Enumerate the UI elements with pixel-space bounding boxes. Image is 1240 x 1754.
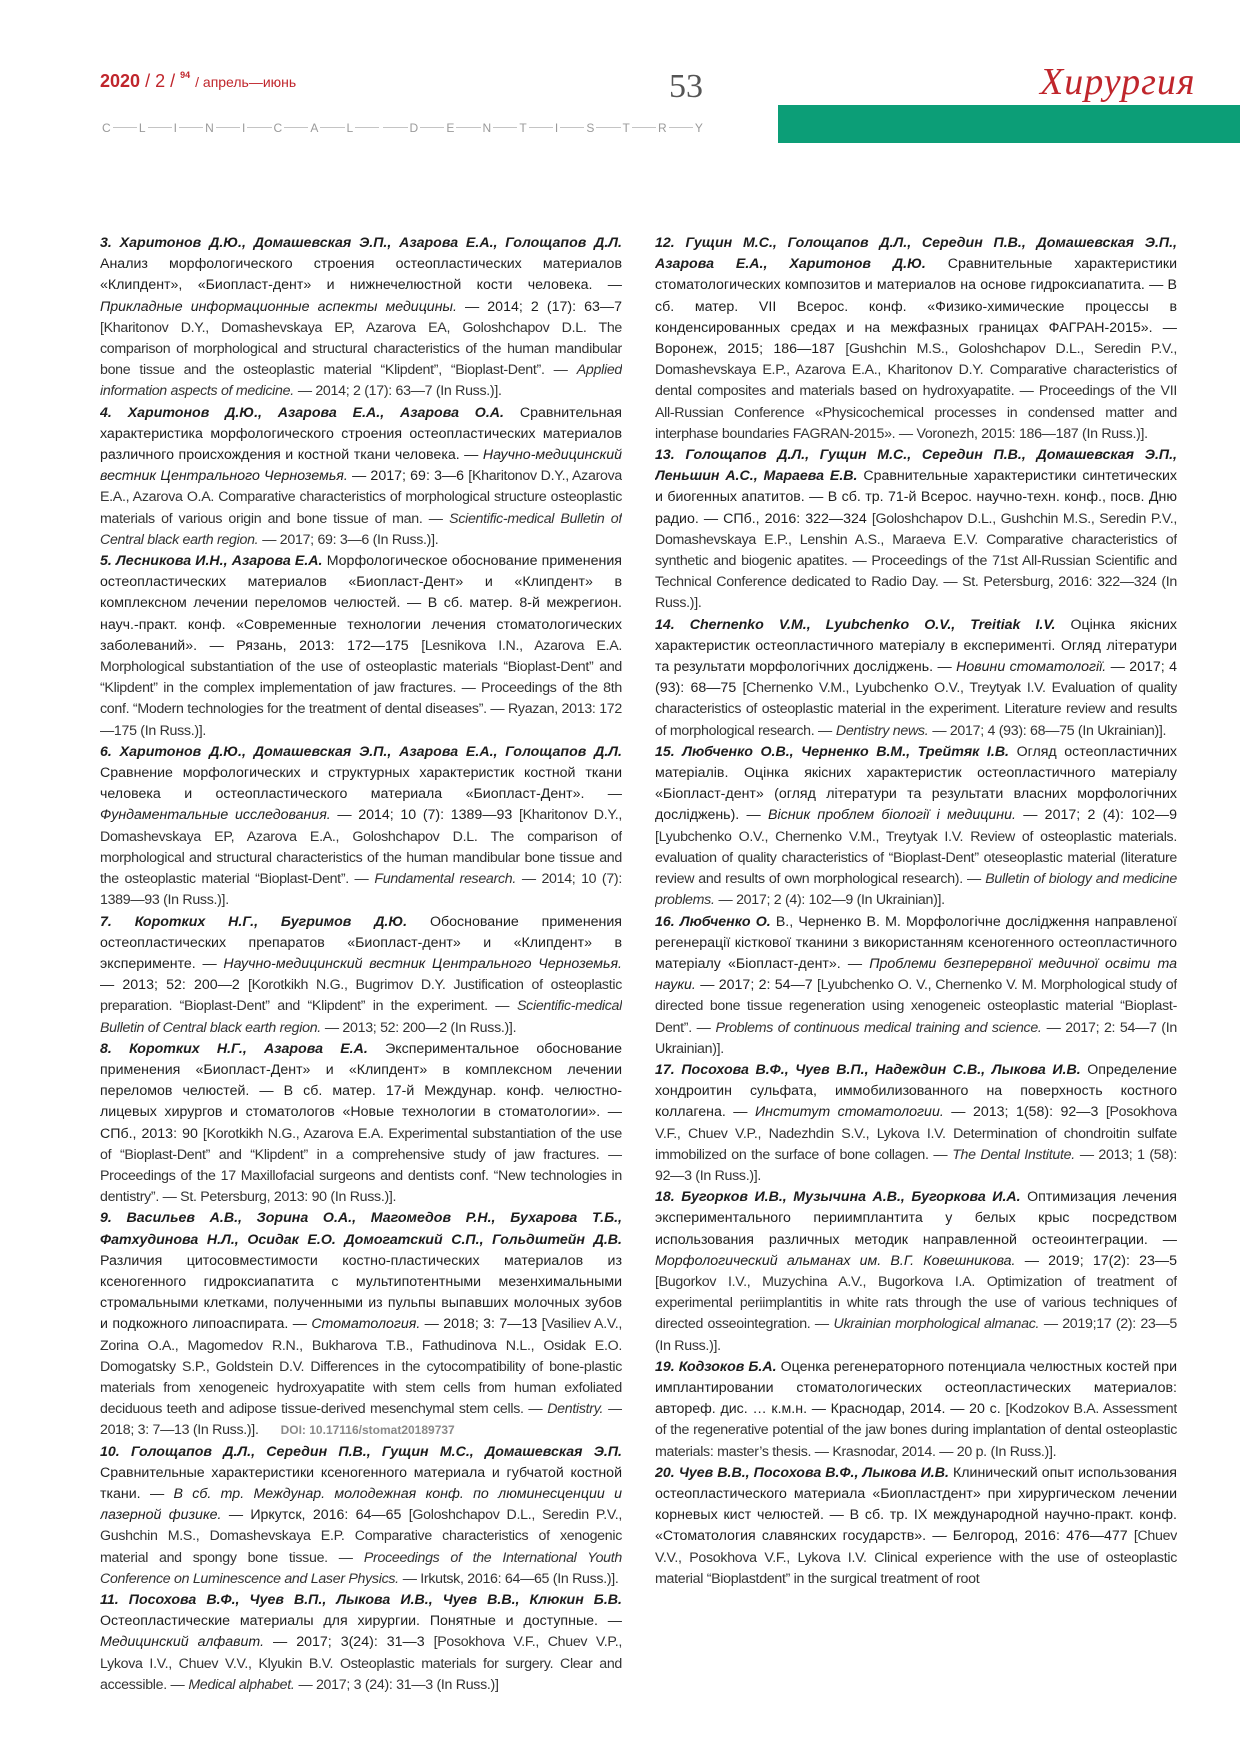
reference-source-en: Scientific-medical Bulletin of Central black earth region. xyxy=(100,510,622,548)
page-number: 53 xyxy=(669,68,703,105)
reference-details-en: — 2017; 69: 3—6 (In Russ.)]. xyxy=(262,531,439,548)
reference-source-ru: Морфологический альманах им. В.Г. Ковешникова. xyxy=(655,1252,1016,1269)
reference-details-ru: — Иркутск, 2016: 64—65 xyxy=(228,1507,402,1524)
reference-details-ru: — 2019; 17(2): 23—5 xyxy=(1024,1252,1177,1269)
reference-authors: Chernenko V.M., Lyubchenko O.V., Treitiak I.V. xyxy=(689,616,1056,633)
reference-item xyxy=(655,1060,1177,1187)
reference-text-en: [Posokhova V.F., Chuev V.P., Lykova I.V., Chuev V.V., Klyukin B.V. Osteoplastic materials for surgery. Clear and accessible. — xyxy=(100,1634,622,1693)
reference-item xyxy=(100,403,622,551)
reference-number: 4. xyxy=(100,404,112,421)
reference-item xyxy=(100,1590,622,1693)
reference-details-en: — Irkutsk, 2016: 64—65 (In Russ.)]. xyxy=(402,1570,619,1587)
reference-details-en: — 2017; 2 (4): 102—9 (In Ukrainian)]. xyxy=(718,892,945,909)
reference-text-en: [Lyubchenko O.V., Chernenko V.M., Treytyak I.V. Review of osteoplastic materials. evaluation of quality characteristics of “Bioplast-Dent” oteseoplastic material (literature review and results of own morphological research). — xyxy=(655,828,1177,888)
reference-authors: Харитонов Д.Ю., Домашевская Э.П., Азарова Е.А., Голощапов Д.Л. xyxy=(119,235,622,251)
reference-number: 14. xyxy=(655,616,675,633)
reference-authors: Коротких Н.Г., Бугримов Д.Ю. xyxy=(134,913,408,930)
journal-letter: I xyxy=(242,121,246,135)
reference-authors: Посохова В.Ф., Чуев В.П., Надеждин С.В., Лыкова И.В. xyxy=(681,1061,1081,1078)
reference-authors: Гущин М.С., Голощапов Д.Л., Середин П.В., Домашевская Э.П., Азарова Е.А., Харитонов Д.Ю. xyxy=(655,235,1177,273)
reference-source-en: Scientific-medical Bulletin of Central black earth region. xyxy=(100,998,622,1036)
reference-authors: Харитонов Д.Ю., Домашевская Э.П., Азарова Е.А., Голощапов Д.Л. xyxy=(119,743,622,760)
reference-text-en: [Gushchin M.S., Goloshchapov D.L., Seredin P.V., Domashevskaya E.P., Azarova E.A., Kharitonov D.Y. Comparative characteristics of dental composites and materials based on hydroxyapatite. — Proceedings of the VII All-Russian Conference «Physicochemical processes in condensed matter and interphase boundaries FAGRAN-2015». — Voronezh, 2015: 186—187 (In Russ.)]. xyxy=(655,341,1177,442)
reference-text-ru: Клинический опыт использования остеопластического материала «Биопластдент» при хирургическом лечении корневых кист челюстей. — В сб. тр. IX международной научно-практ. конф. «Стоматология славянских государств». — Белгород, 2016: 476—477 xyxy=(655,1464,1177,1545)
reference-authors: Васильев А.В., Зорина О.А., Магомедов Р.Н., Бухарова Т.Б., Фатхудинова Н.Л., Осидак Е.О. Домогатский С.П., Гольдштейн Д.В. xyxy=(100,1210,622,1248)
reference-source-ru: Прикладные информационные аспекты медицины. xyxy=(100,298,457,315)
journal-name xyxy=(100,121,705,135)
reference-source-en: Fundamental research. xyxy=(374,871,516,888)
reference-authors: Лесникова И.Н., Азарова Е.А. xyxy=(116,553,323,570)
reference-number: 12. xyxy=(655,235,675,251)
reference-text-ru: Различия цитосовместимости костно-пластических материалов из ксеногенного гидроксиапатита с мультипотентными мезенхимальными стромальными клетками, полученными из пульпы выпавших молочных зубов и подкожного липоаспирата. — xyxy=(100,1252,622,1333)
journal-letter: D xyxy=(409,121,419,135)
reference-details-en: — 2013; 52: 200—2 (In Russ.)]. xyxy=(324,1019,517,1036)
reference-item xyxy=(100,551,622,742)
reference-number: 6. xyxy=(100,743,112,760)
reference-source-en: Proceedings of the International Youth Conference on Luminescence and Laser Physics. xyxy=(100,1549,622,1587)
reference-source-en: Ukrainian morphological almanac. xyxy=(833,1316,1040,1333)
reference-source-en: Bulletin of biology and medicine problems. xyxy=(655,871,1177,909)
journal-letter: E xyxy=(446,121,455,135)
reference-text-en: [Korotkikh N.G., Azarova E.A. Experimental substantiation of the use of “Bioplast-Dent” and “Klipdent” in a comprehensive study of jaw fractures. — Proceedings of the 17 Maxillofacial surgeons and dentists conf. “New technologies in dentistry”. — St. Petersburg, 2013: 90 (In Russ.)]. xyxy=(100,1125,622,1206)
reference-number: 18. xyxy=(655,1189,675,1206)
reference-authors: Голощапов Д.Л., Гущин М.С., Середин П.В., Домашевская Э.П., Леньшин А.С., Мараева Е.В. xyxy=(655,447,1177,485)
reference-text-ru: Оптимизация лечения экспериментального периимплантита у белых крыс посредством использования различных методик направленной остеоинтеграции. — xyxy=(655,1189,1177,1248)
reference-number: 15. xyxy=(655,743,675,760)
reference-text-en: [Chernenko V.M., Lyubchenko O.V., Treytyak I.V. Evaluation of quality characteristics of osteoplastic material in the experiment. Literature review and results of morphological research. — xyxy=(655,680,1177,739)
reference-number: 8. xyxy=(100,1040,112,1057)
reference-text-ru: Оценка регенераторного потенциала челюстных костей при имплантировании стоматологических остеопластических материалов: автореф. дис. … к.м.н. — Краснодар, 2014. — 20 с. xyxy=(655,1358,1177,1418)
reference-text-ru: Сравнительная характеристика морфологического строения остеопластических материалов различного происхождения и костной ткани человека. — xyxy=(100,404,622,464)
reference-details-ru: — 2017; 2 (4): 102—9 xyxy=(1023,807,1177,824)
reference-details-en: — 2014; 2 (17): 63—7 (In Russ.)]. xyxy=(297,383,502,400)
reference-authors: Любченко О. xyxy=(679,913,771,930)
journal-letter: N xyxy=(205,121,214,135)
journal-letter: S xyxy=(586,121,595,135)
section-title: Хирургия xyxy=(1040,61,1196,103)
reference-details-ru: — 2017; 4 (93): 68—75 xyxy=(655,659,1177,697)
reference-details-ru: — 2014; 10 (7): 1389—93 xyxy=(337,807,513,824)
reference-number: 7. xyxy=(100,913,112,930)
reference-authors: Голощапов Д.Л., Середин П.В., Гущин М.С., Домашевская Э.П. xyxy=(130,1443,622,1460)
reference-text-en: [Lyubchenko O. V., Chernenko V. M. Morphological study of directed bone tissue regeneration using xenogeneic osteoplastic material “Bioplast-Dent”. — xyxy=(655,977,1177,1036)
reference-text-en: [Goloshchapov D.L., Gushchin M.S., Seredin P.V., Domashevskaya E.P., Lenshin A.S., Maraeva E.V. Comparative characteristics of synthetic and biogenic apatites. — Proceedings of the 71st All-Russian Scientific and Technical Conference dedicated to Radio Day. — St. Petersburg, 2016: 322—324 (In Russ.)]. xyxy=(655,510,1177,612)
reference-source-en: Dentistry news. xyxy=(835,722,929,739)
reference-item xyxy=(655,742,1177,912)
reference-source-ru: Проблеми безперервної медичної освіти та науки. xyxy=(655,955,1177,994)
reference-details-ru: — 2017; 2: 54—7 xyxy=(700,977,813,994)
reference-source-en: The Dental Institute. xyxy=(952,1146,1075,1163)
reference-item xyxy=(655,912,1177,1060)
page-header xyxy=(0,0,1240,150)
reference-authors: Чуев В.В., Посохова В.Ф., Лыкова И.В. xyxy=(678,1464,949,1481)
reference-text-ru: Сравнительные характеристики ксеногенного материала и губчатой костной ткани. — xyxy=(100,1464,622,1502)
reference-details-ru: — 2017; 3(24): 31—3 xyxy=(273,1634,425,1651)
reference-authors: Любченко О.В., Черненко В.М., Трейтяк І.В. xyxy=(682,743,1010,760)
reference-item xyxy=(655,1187,1177,1357)
reference-text-en: [Kharitonov D.Y., Azarova E.A., Azarova O.A. Comparative characteristics of morphological structure osteoplastic materials of various origin and bone tissue of man. — xyxy=(100,468,622,527)
reference-item xyxy=(100,1208,622,1441)
reference-number: 11. xyxy=(100,1592,119,1608)
reference-text-en: [Vasiliev A.V., Zorina O.A., Magomedov R.N., Bukharova T.B., Fathudinova N.L., Osidak E.O. Domogatsky S.P., Goldstein D.V. Differences in the cytocompatibility of bone-plastic materials from xenogeneic hydroxyapatite with stem cells from human exfoliated deciduous teeth and adipose tissue-derived mesenchymal stem cells. — xyxy=(100,1316,622,1418)
reference-text-ru: Остеопластические материалы для хирургии. Понятные и доступные. — xyxy=(100,1613,622,1630)
reference-details-en: — 2018; 3: 7—13 (In Russ.)]. xyxy=(100,1401,622,1439)
reference-source-ru: В сб. тр. Междунар. молодежная конф. по люминесценции и лазерной физике. xyxy=(100,1485,622,1524)
journal-letter: I xyxy=(554,121,559,135)
reference-number: 5. xyxy=(100,553,112,570)
reference-text-ru: Анализ морфологического строения остеопластических материалов «Клипдент», «Биопласт-дент» и нижнечелюстной кости человека. — xyxy=(100,256,622,294)
reference-source-ru: Институт стоматологии. xyxy=(755,1104,944,1121)
reference-item xyxy=(655,615,1177,742)
reference-text-ru: Морфологическое обоснование применения остеопластических материалов «Биопласт-Дент» и «Клипдент» в комплексном лечении переломов челюстей. — В сб. матер. 8-й межрегион. науч.-практ. конф. «Современные технологии лечения стоматологических заболеваний». — Рязань, 2013: 172—175 xyxy=(100,553,622,654)
reference-number: 3. xyxy=(100,235,112,251)
reference-source-ru: Научно-медицинский вестник Центрального Черноземья. xyxy=(100,447,622,485)
reference-source-ru: Фундаментальные исследования. xyxy=(100,807,331,824)
journal-letter: A xyxy=(310,121,319,135)
reference-details-ru: — 2014; 2 (17): 63—7 xyxy=(465,298,622,315)
journal-letter: L xyxy=(138,121,146,135)
reference-details-en: — 2014; 10 (7): 1389—93 (In Russ.)]. xyxy=(100,871,622,909)
reference-details-ru: — 2013; 1(58): 92—3 xyxy=(951,1104,1099,1121)
reference-text-ru: Сравнительные характеристики стоматологических композитов и материалов на основе гидроксиапатита. — В сб. матер. VII Всерос. конф. «Физико-химические процессы в конденсированных средах и на межфазных границах ФАГРАН-2015». — Воронеж, 2015; 186—187 xyxy=(655,256,1177,358)
journal-letter: R xyxy=(658,121,667,135)
reference-authors: Бугорков И.В., Музычина А.В., Бугоркова И.А. xyxy=(681,1189,1021,1206)
reference-text-ru: Сравнение морфологических и структурных характеристик костной ткани человека и остеопластического материала «Биопласт-Дент». — xyxy=(100,765,622,803)
reference-text-ru: Обоснование применения остеопластических препаратов «Биопласт-дент» и «Клипдент» в эксперименте. — xyxy=(100,913,622,972)
journal-letter: L xyxy=(346,121,354,135)
issue-info xyxy=(100,70,296,92)
journal-letter: I xyxy=(173,121,178,135)
reference-source-en: Medical alphabet. xyxy=(188,1676,295,1693)
reference-details-ru: — 2018; 3: 7—13 xyxy=(424,1316,538,1333)
reference-text-en: [Kharitonov D.Y., Domashevskaya EP, Azarova EA, Goloshchapov D.L. The comparison of morphological and structural characteristics of the human mandibular bone tissue and the osteoplastic material “Klipdent”, “Bioplast-Dent”. — xyxy=(100,319,622,379)
issue-number: / 2 / xyxy=(145,71,176,91)
reference-text-ru: Определение хондроитин сульфата, иммобилизованного на поверхность костного коллагена. — xyxy=(655,1061,1177,1121)
reference-item xyxy=(100,233,622,403)
reference-number: 16. xyxy=(655,913,675,930)
journal-letter: C xyxy=(102,121,111,135)
reference-number: 13. xyxy=(655,447,675,464)
reference-doi: DOI: 10.17116/stomat20189737 xyxy=(280,1423,455,1438)
reference-item xyxy=(655,1463,1177,1590)
issue-months: / апрель—июнь xyxy=(195,74,297,90)
reference-details-en: — 2013; 1 (58): 92—3 (In Russ.)]. xyxy=(655,1146,1177,1184)
journal-letter: N xyxy=(482,121,492,135)
reference-text-en: [Bugorkov I.V., Muzychina A.V., Bugorkova I.A. Optimization of treatment of experimental periimplantitis in white rats through the use of various techniques of directed osseointegration. — xyxy=(655,1273,1177,1333)
references-left-column xyxy=(100,233,622,1693)
reference-authors: Коротких Н.Г., Азарова Е.А. xyxy=(129,1040,368,1057)
reference-source-ru: Стоматология. xyxy=(311,1316,421,1333)
reference-number: 9. xyxy=(100,1210,112,1227)
reference-source-en: Problems of continuous medical training and science. xyxy=(715,1019,1042,1036)
section-color-bar xyxy=(778,105,1240,143)
reference-text-en: [Kharitonov D.Y., Domashevskaya EP, Azarova E.A., Goloshchapov D.L. The comparison of morphological and structural characteristics of the human mandibular bone tissue and the osteoplastic material “Bioplast-Dent”. — xyxy=(100,807,622,888)
journal-letter: C xyxy=(273,121,283,135)
reference-text-en: [Goloshchapov D.L., Seredin P.V., Gushchin M.S., Domashevskaya E.P. Comparative characteristics of xenogenic material and spongy bone tissue. — xyxy=(100,1507,622,1566)
reference-text-ru: Экспериментальное обоснование применения «Биопласт-Дент» и «Клипдент» в комплексном лечении переломов челюстей. — В сб. матер. 17-й Междунар. конф. челюстно-лицевых хирургов и стоматологов «Новые технологии в стоматологии». — СПб., 2013: 90 xyxy=(100,1040,622,1142)
reference-text-en: [Korotkikh N.G., Bugrimov D.Y. Justification of osteoplastic preparation. “Bioplast-Dent” and “Klipdent” in the experiment. — xyxy=(100,977,622,1015)
reference-text-en: [Posokhova V.F., Chuev V.P., Nadezhdin S.V., Lykova I.V. Determination of chondroitin sulfate immobilized on the surface of bone collagen. — xyxy=(655,1104,1177,1163)
journal-letter: T xyxy=(519,121,527,135)
reference-authors: Посохова В.Ф., Чуев В.П., Лыкова И.В., Чуев В.В., Клюкин Б.В. xyxy=(128,1592,622,1608)
issue-total-number: 94 xyxy=(180,70,191,80)
reference-text-ru: Оцінка якісних характеристик остеопластичного матеріалу в експерименті. Огляд літератури та результати морфологічних досліджень. — xyxy=(655,616,1177,676)
reference-source-en: Dentistry. xyxy=(547,1401,604,1418)
reference-text-en: [Kodzokov B.A. Assessment of the regenerative potential of the jaw bones during implantation of dental osteoplastic materials: master’s thesis. — Krasnodar, 2014. — 20 p. (In Russ.)]. xyxy=(655,1401,1177,1460)
journal-letter: Y xyxy=(694,121,703,135)
reference-authors: Кодзоков Б.А. xyxy=(678,1358,777,1375)
reference-item xyxy=(655,233,1177,445)
reference-details-ru: — 2017; 69: 3—6 xyxy=(352,468,465,485)
reference-item xyxy=(655,1357,1177,1463)
reference-text-en: [Chuev V.V., Posokhova V.F., Lykova I.V. Clinical experience with the use of osteoplastic material “Bioplastdent” in the surgical treatment of root xyxy=(655,1528,1177,1587)
reference-source-ru: Новини стоматології. xyxy=(956,659,1107,676)
reference-details-en: — 2017; 3 (24): 31—3 (In Russ.)] xyxy=(298,1676,499,1693)
journal-letter: T xyxy=(622,121,630,135)
reference-number: 20. xyxy=(655,1464,675,1481)
reference-item xyxy=(100,1442,622,1590)
reference-item xyxy=(655,445,1177,615)
reference-number: 17. xyxy=(655,1061,675,1078)
reference-number: 10. xyxy=(100,1443,120,1460)
reference-number: 19. xyxy=(655,1358,675,1375)
reference-text-ru: Сравнительные характеристики синтетических и биогенных апатитов. — В сб. тр. 71-й Всерос. научно-техн. конф., посв. Дню радио. — СПб., 2016: 322—324 xyxy=(655,468,1177,527)
reference-details-en: — 2017; 2: 54—7 (In Ukrainian)]. xyxy=(655,1019,1177,1057)
issue-year: 2020 xyxy=(100,71,141,91)
references-right-column xyxy=(655,233,1177,1693)
reference-details-en: — 2019;17 (2): 23—5 (In Russ.)]. xyxy=(655,1316,1177,1354)
reference-item xyxy=(100,912,622,1039)
reference-text-ru: Огляд остеопластичних матеріалів. Оцінка якісних характеристик остеопластичного матеріалу «Біопласт-дент» (огляд літератури та результати власних морфологічних досліджень). — xyxy=(655,743,1177,824)
reference-source-ru: Вісник проблем біології і медицини. xyxy=(768,807,1016,824)
reference-text-en: [Lesnikova I.N., Azarova E.A. Morphological substantiation of the use of osteoplastic materials “Bioplast-Dent” and “Klipdent” in the complex implementation of jaw fractures. — Proceedings of the 8th conf. “Modern technologies for the treatment of dental diseases”. — Ryazan, 2013: 172—175 (In Russ.)]. xyxy=(100,637,622,739)
reference-details-ru: — 2013; 52: 200—2 xyxy=(100,977,240,994)
reference-text-ru: В., Черненко В. М. Морфологічне дослідження направленої регенерації кісткової тканини з використанням ксеногенного остеопластичного матеріалу «Біопласт-дент». — xyxy=(655,913,1177,972)
reference-authors: Харитонов Д.Ю., Азарова Е.А., Азарова О.А. xyxy=(127,404,504,421)
reference-item xyxy=(100,742,622,912)
reference-source-ru: Медицинский алфавит. xyxy=(100,1634,265,1651)
reference-item xyxy=(100,1039,622,1209)
reference-details-en: — 2017; 4 (93): 68—75 (In Ukrainian)]. xyxy=(932,722,1167,739)
reference-source-ru: Научно-медицинский вестник Центрального Черноземья. xyxy=(223,955,622,972)
journal-letter xyxy=(379,121,383,135)
reference-source-en: Applied information aspects of medicine. xyxy=(100,362,622,400)
